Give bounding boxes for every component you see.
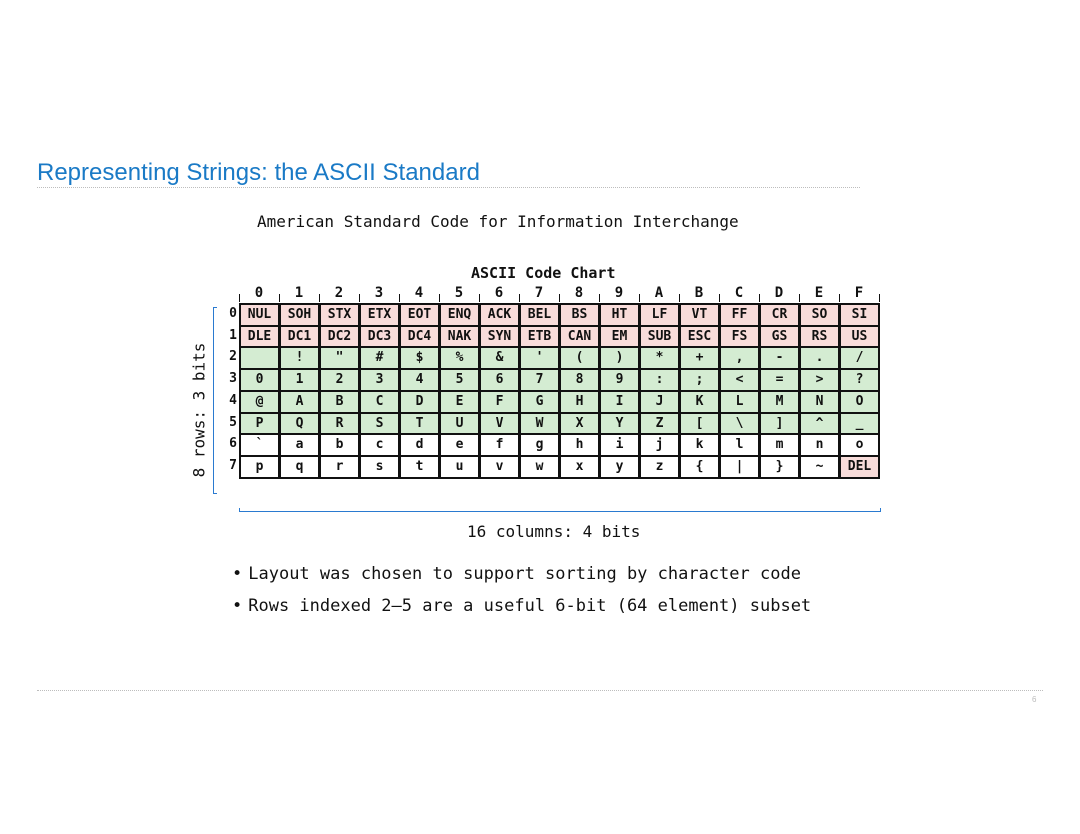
column-header: C <box>734 285 744 301</box>
ascii-cell: ~ <box>799 455 840 479</box>
ascii-cell: STX <box>319 303 360 327</box>
ascii-cell: Z <box>639 412 680 436</box>
column-tick <box>359 294 360 302</box>
ascii-cell: CAN <box>559 325 600 349</box>
ascii-cell: & <box>479 346 520 370</box>
ascii-cell: < <box>719 368 760 392</box>
ascii-cell: K <box>679 390 720 414</box>
column-tick <box>479 294 480 302</box>
ascii-cell: DC1 <box>279 325 320 349</box>
ascii-cell: GS <box>759 325 800 349</box>
chart-title: ASCII Code Chart <box>471 264 616 282</box>
footer-divider <box>37 690 1043 691</box>
ascii-cell: J <box>639 390 680 414</box>
ascii-cell: i <box>599 433 640 457</box>
column-header: 0 <box>254 285 264 301</box>
ascii-cell: = <box>759 368 800 392</box>
bullet-list <box>232 558 811 622</box>
ascii-cell <box>239 346 280 370</box>
column-tick <box>719 294 720 302</box>
rows-label: 8 rows: 3 bits <box>189 342 209 478</box>
ascii-cell: SI <box>839 303 880 327</box>
ascii-cell: DEL <box>839 455 880 479</box>
ascii-cell: M <box>759 390 800 414</box>
ascii-cell: FS <box>719 325 760 349</box>
ascii-cell: 5 <box>439 368 480 392</box>
column-tick <box>559 294 560 302</box>
column-header: 8 <box>574 285 584 301</box>
column-header: 1 <box>294 285 304 301</box>
ascii-cell: , <box>719 346 760 370</box>
ascii-cell: CR <box>759 303 800 327</box>
ascii-cell: D <box>399 390 440 414</box>
ascii-cell: SYN <box>479 325 520 349</box>
ascii-cell: 4 <box>399 368 440 392</box>
ascii-cell: p <box>239 455 280 479</box>
columns-label: 16 columns: 4 bits <box>467 522 641 541</box>
column-tick <box>279 294 280 302</box>
ascii-cell: SOH <box>279 303 320 327</box>
ascii-cell: d <box>399 433 440 457</box>
ascii-cell: NAK <box>439 325 480 349</box>
ascii-cell: DC3 <box>359 325 400 349</box>
ascii-cell: k <box>679 433 720 457</box>
ascii-cell: r <box>319 455 360 479</box>
ascii-cell: W <box>519 412 560 436</box>
ascii-cell: 0 <box>239 368 280 392</box>
ascii-cell: b <box>319 433 360 457</box>
ascii-cell: HT <box>599 303 640 327</box>
ascii-cell: 1 <box>279 368 320 392</box>
ascii-cell: > <box>799 368 840 392</box>
ascii-cell: c <box>359 433 400 457</box>
column-header: 9 <box>614 285 624 301</box>
column-tick <box>439 294 440 302</box>
ascii-cell: ^ <box>799 412 840 436</box>
row-header: 0 <box>229 306 237 321</box>
row-header: 2 <box>229 349 237 365</box>
ascii-cell: j <box>639 433 680 457</box>
ascii-cell: EM <box>599 325 640 349</box>
column-header: A <box>654 285 664 301</box>
column-tick <box>759 294 760 302</box>
ascii-cell: q <box>279 455 320 479</box>
ascii-cell: z <box>639 455 680 479</box>
row-header: 3 <box>229 371 237 387</box>
ascii-cell: ' <box>519 346 560 370</box>
row-header: 5 <box>229 414 237 430</box>
page-number: 6 <box>1032 695 1037 704</box>
ascii-cell: % <box>439 346 480 370</box>
ascii-cell: 8 <box>559 368 600 392</box>
ascii-cell: US <box>839 325 880 349</box>
ascii-cell: v <box>479 455 520 479</box>
ascii-cell: N <box>799 390 840 414</box>
ascii-cell: f <box>479 433 520 457</box>
ascii-cell: a <box>279 433 320 457</box>
ascii-cell: / <box>839 346 880 370</box>
ascii-cell: ! <box>279 346 320 370</box>
ascii-cell: w <box>519 455 560 479</box>
ascii-cell: E <box>439 390 480 414</box>
ascii-cell: g <box>519 433 560 457</box>
ascii-cell: ? <box>839 368 880 392</box>
ascii-cell: 2 <box>319 368 360 392</box>
ascii-cell: { <box>679 455 720 479</box>
ascii-cell: S <box>359 412 400 436</box>
column-header: 5 <box>454 285 464 301</box>
column-tick <box>879 294 880 302</box>
column-header: D <box>774 285 784 301</box>
ascii-cell: 6 <box>479 368 520 392</box>
ascii-cell: Q <box>279 412 320 436</box>
bullet-item: • Layout was chosen to support sorting by character code <box>232 558 811 590</box>
ascii-cell: NUL <box>239 303 280 327</box>
ascii-cell: EOT <box>399 303 440 327</box>
ascii-code-grid <box>239 303 884 478</box>
ascii-cell: V <box>479 412 520 436</box>
column-tick <box>639 294 640 302</box>
ascii-cell: O <box>839 390 880 414</box>
ascii-cell: U <box>439 412 480 436</box>
ascii-cell: l <box>719 433 760 457</box>
column-tick <box>799 294 800 302</box>
ascii-cell: B <box>319 390 360 414</box>
column-tick <box>679 294 680 302</box>
ascii-cell: FF <box>719 303 760 327</box>
ascii-cell: - <box>759 346 800 370</box>
ascii-cell: DC2 <box>319 325 360 349</box>
ascii-cell: u <box>439 455 480 479</box>
ascii-cell: t <box>399 455 440 479</box>
ascii-cell: " <box>319 346 360 370</box>
ascii-cell: ESC <box>679 325 720 349</box>
column-header: 7 <box>534 285 544 301</box>
column-header: 4 <box>414 285 424 301</box>
ascii-cell: s <box>359 455 400 479</box>
ascii-cell: C <box>359 390 400 414</box>
ascii-cell: ETX <box>359 303 400 327</box>
slide-title: Representing Strings: the ASCII Standard <box>37 159 480 186</box>
ascii-cell: H <box>559 390 600 414</box>
ascii-cell: : <box>639 368 680 392</box>
ascii-cell: DC4 <box>399 325 440 349</box>
ascii-cell: RS <box>799 325 840 349</box>
ascii-cell: ` <box>239 433 280 457</box>
ascii-cell: @ <box>239 390 280 414</box>
ascii-cell: ENQ <box>439 303 480 327</box>
column-tick <box>519 294 520 302</box>
column-header: F <box>854 285 864 301</box>
column-tick <box>239 294 240 302</box>
ascii-cell: 7 <box>519 368 560 392</box>
ascii-cell: BS <box>559 303 600 327</box>
ascii-cell: ( <box>559 346 600 370</box>
column-tick <box>399 294 400 302</box>
bullet-item: • Rows indexed 2–5 are a useful 6-bit (64 element) subset <box>232 590 811 622</box>
columns-bracket <box>239 508 881 512</box>
ascii-cell: A <box>279 390 320 414</box>
ascii-cell: 3 <box>359 368 400 392</box>
rows-bracket <box>213 307 217 494</box>
ascii-cell: DLE <box>239 325 280 349</box>
ascii-cell: 9 <box>599 368 640 392</box>
row-header: 4 <box>229 392 237 408</box>
column-tick <box>599 294 600 302</box>
ascii-cell: [ <box>679 412 720 436</box>
column-header: 6 <box>494 285 504 301</box>
row-header: 6 <box>229 436 237 452</box>
column-header: 2 <box>334 285 344 301</box>
ascii-cell: Y <box>599 412 640 436</box>
ascii-cell: ) <box>599 346 640 370</box>
ascii-cell: o <box>839 433 880 457</box>
column-header: 3 <box>374 285 384 301</box>
ascii-cell: } <box>759 455 800 479</box>
row-header: 7 <box>229 457 237 473</box>
ascii-cell: $ <box>399 346 440 370</box>
ascii-cell: + <box>679 346 720 370</box>
ascii-cell: * <box>639 346 680 370</box>
ascii-cell: G <box>519 390 560 414</box>
column-header: B <box>694 285 704 301</box>
ascii-cell: BEL <box>519 303 560 327</box>
ascii-cell: R <box>319 412 360 436</box>
ascii-cell: | <box>719 455 760 479</box>
ascii-cell: P <box>239 412 280 436</box>
ascii-cell: m <box>759 433 800 457</box>
ascii-cell: ; <box>679 368 720 392</box>
column-tick <box>319 294 320 302</box>
ascii-cell: VT <box>679 303 720 327</box>
ascii-cell: n <box>799 433 840 457</box>
title-divider <box>37 187 860 188</box>
ascii-cell: LF <box>639 303 680 327</box>
ascii-cell: . <box>799 346 840 370</box>
ascii-cell: _ <box>839 412 880 436</box>
ascii-cell: y <box>599 455 640 479</box>
ascii-cell: x <box>559 455 600 479</box>
column-tick <box>839 294 840 302</box>
ascii-cell: h <box>559 433 600 457</box>
ascii-cell: \ <box>719 412 760 436</box>
ascii-cell: L <box>719 390 760 414</box>
ascii-cell: e <box>439 433 480 457</box>
ascii-cell: # <box>359 346 400 370</box>
column-header: E <box>814 285 824 301</box>
ascii-cell: X <box>559 412 600 436</box>
ascii-cell: SO <box>799 303 840 327</box>
ascii-cell: ACK <box>479 303 520 327</box>
ascii-cell: ] <box>759 412 800 436</box>
ascii-cell: SUB <box>639 325 680 349</box>
ascii-cell: F <box>479 390 520 414</box>
slide-subtitle: American Standard Code for Information Interchange <box>257 212 739 231</box>
ascii-cell: ETB <box>519 325 560 349</box>
row-header: 1 <box>229 327 237 343</box>
ascii-cell: T <box>399 412 440 436</box>
ascii-cell: I <box>599 390 640 414</box>
